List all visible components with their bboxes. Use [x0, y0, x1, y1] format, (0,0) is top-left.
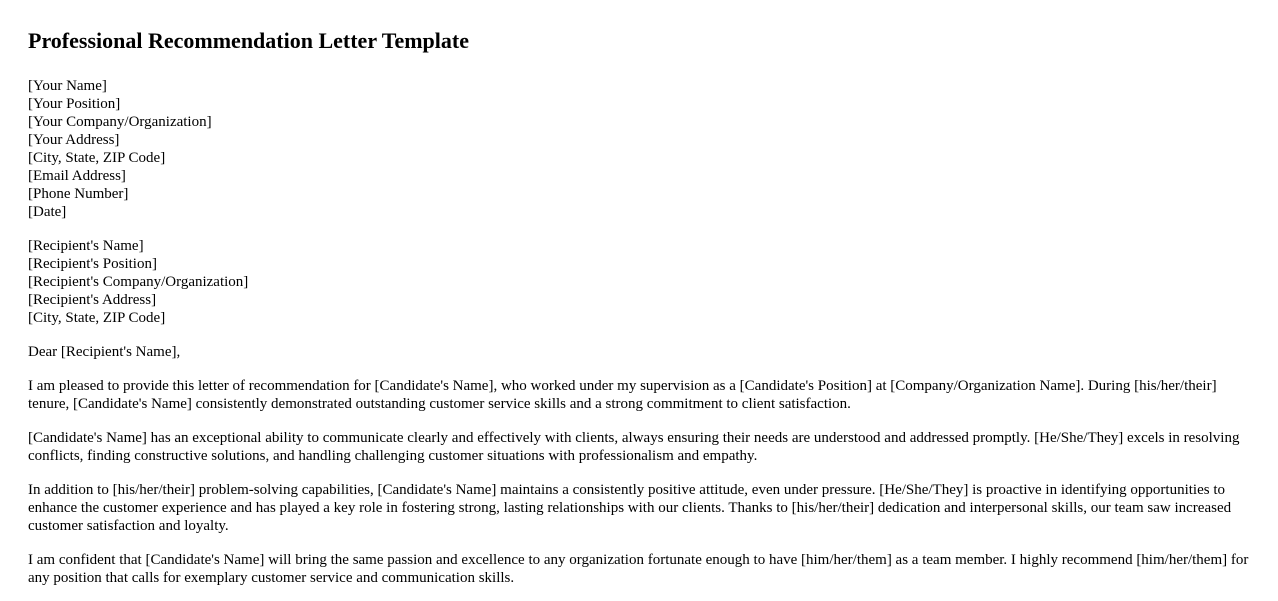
sender-block [28, 77, 1250, 221]
letter-date: [Date] [28, 204, 67, 220]
sender-address: [Your Address] [28, 132, 120, 148]
recipient-company: [Recipient's Company/Organization] [28, 274, 249, 290]
sender-email: [Email Address] [28, 168, 126, 184]
recipient-position: [Recipient's Position] [28, 256, 157, 272]
paragraph-closing: I am confident that [Candidate's Name] will bring the same passion and excellence to any organization fortunate enough to have [him/her/them] as a team member. I highly recommend [him/her/them] for any position that calls for exemplary customer service and communication skills. [28, 552, 1249, 586]
sender-company: [Your Company/Organization] [28, 114, 212, 130]
recipient-name: [Recipient's Name] [28, 238, 144, 254]
recipient-block [28, 237, 1250, 327]
recipient-address: [Recipient's Address] [28, 292, 157, 308]
recipient-city-state-zip: [City, State, ZIP Code] [28, 310, 166, 326]
paragraph-intro: I am pleased to provide this letter of recommendation for [Candidate's Name], who worked under my supervision as a [Candidate's Position] at [Company/Organization Name]. During [his/her/their] tenure, [Candidate's Name] consistently demonstrated outstanding customer service skills and a strong commitment to client satisfaction. [28, 378, 1217, 412]
greeting: Dear [Recipient's Name], [28, 344, 181, 360]
sender-position: [Your Position] [28, 96, 121, 112]
sender-name: [Your Name] [28, 78, 107, 94]
sender-phone: [Phone Number] [28, 186, 129, 202]
paragraph-attitude: In addition to [his/her/their] problem-solving capabilities, [Candidate's Name] maintains a consistently positive attitude, even under pressure. [He/She/They] is proactive in identifying opportunities to enhance the customer experience and has played a key role in fostering strong, lasting relationships with our clients. Thanks to [his/her/their] dedication and interpersonal skills, our team saw increased customer satisfaction and loyalty. [28, 482, 1232, 534]
page-title: Professional Recommendation Letter Template [28, 28, 469, 53]
sender-city-state-zip: [City, State, ZIP Code] [28, 150, 166, 166]
paragraph-communication: [Candidate's Name] has an exceptional ability to communicate clearly and effectively with clients, always ensuring their needs are understood and addressed promptly. [He/She/They] excels in resolving conflicts, finding constructive solutions, and handling challenging customer situations with professionalism and empathy. [28, 430, 1240, 464]
